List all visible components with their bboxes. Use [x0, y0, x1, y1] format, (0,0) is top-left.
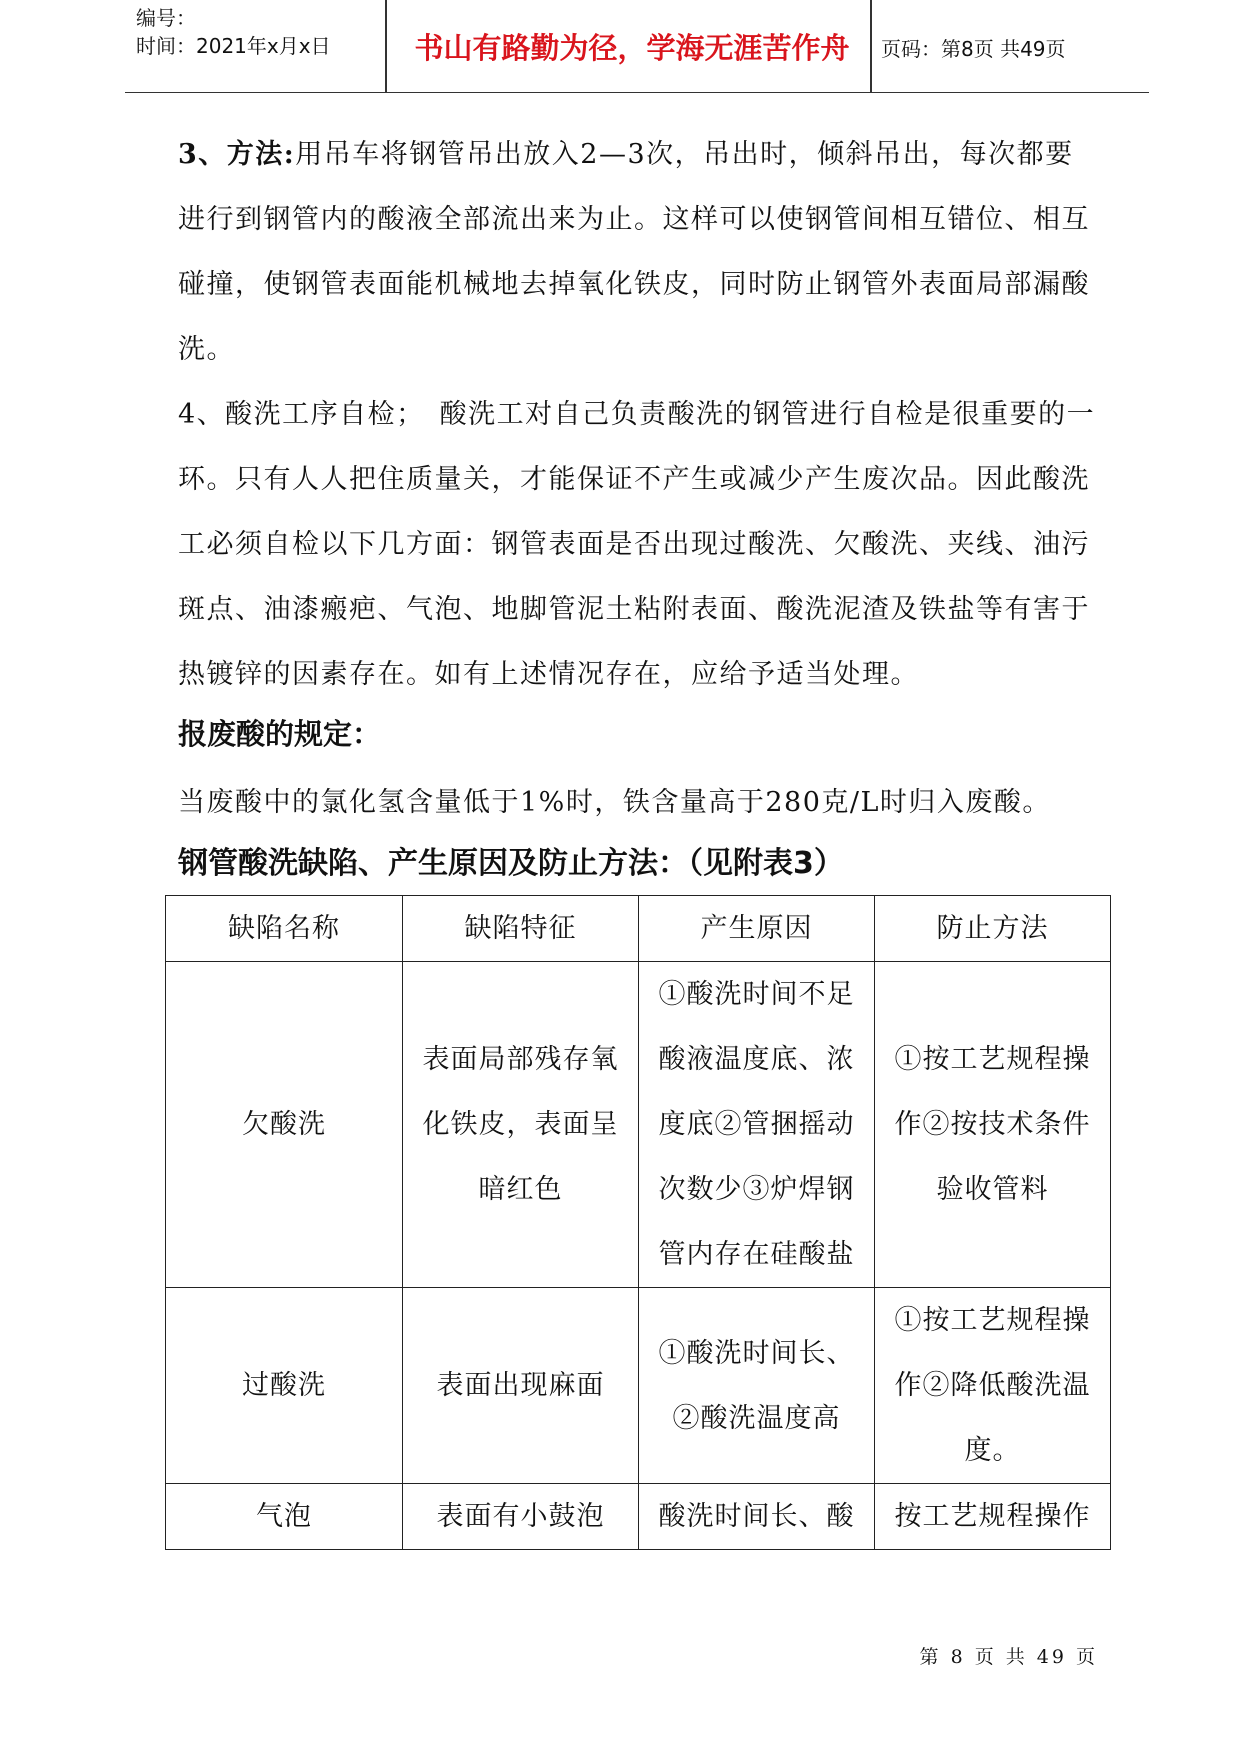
paragraph-line: 环。只有人人把住质量关，才能保证不产生或减少产生废次品。因此酸洗 [178, 464, 1090, 495]
defect-cause-cell: ①酸洗时间不足 酸液温度底、浓 度底②管捆摇动 次数少③炉焊钢 管内存在硅酸盐 [639, 962, 875, 1288]
column-header: 缺陷名称 [166, 896, 403, 962]
table-heading: 钢管酸洗缺陷、产生原因及防止方法：（见附表3） [178, 846, 844, 881]
defects-table [165, 895, 1111, 1550]
waste-acid-paragraph: 当废酸中的氯化氢含量低于1%时，铁含量高于280克/L时归入废酸。 [178, 787, 1051, 818]
paragraph-line: 4、酸洗工序自检； 酸洗工对自己负责酸洗的钢管进行自检是很重要的一 [178, 399, 1096, 430]
table-row [166, 1484, 1111, 1550]
defect-name-cell: 气泡 [166, 1484, 403, 1550]
defect-feature-cell: 表面有小鼓泡 [403, 1484, 639, 1550]
header-page-info: 页码：第8页 共49页 [881, 37, 1066, 61]
paragraph-line: 3、方法:用吊车将钢管吊出放入2—3次，吊出时，倾斜吊出，每次都要 [178, 139, 1074, 170]
defect-feature-cell: 表面出现麻面 [403, 1288, 639, 1484]
column-header: 产生原因 [639, 896, 875, 962]
defect-prevention-cell: 按工艺规程操作 [875, 1484, 1111, 1550]
defect-name-cell: 过酸洗 [166, 1288, 403, 1484]
header-divider [870, 0, 872, 92]
defect-cause-cell: 酸洗时间长、酸 [639, 1484, 875, 1550]
paragraph-line: 斑点、油漆瘢疤、气泡、地脚管泥土粘附表面、酸洗泥渣及铁盐等有害于 [178, 594, 1090, 625]
defect-cause-cell: ①酸洗时间长、 ②酸洗温度高 [639, 1288, 875, 1484]
paragraph-line: 热镀锌的因素存在。如有上述情况存在，应给予适当处理。 [178, 659, 919, 690]
defect-feature-cell: 表面局部残存氧 化铁皮，表面呈 暗红色 [403, 962, 639, 1288]
method-paragraph [178, 122, 1098, 382]
paragraph-line: 碰撞，使钢管表面能机械地去掉氧化铁皮，同时防止钢管外表面局部漏酸 [178, 269, 1090, 300]
paragraph-line: 工必须自检以下几方面：钢管表面是否出现过酸洗、欠酸洗、夹线、油污 [178, 529, 1090, 560]
column-header: 缺陷特征 [403, 896, 639, 962]
header-motto: 书山有路勤为径，学海无涯苦作舟 [414, 31, 850, 65]
method-label: 3、方法: [178, 139, 296, 170]
waste-acid-heading: 报废酸的规定： [178, 717, 382, 751]
table-row [166, 1288, 1111, 1484]
paragraph-line: 洗。 [178, 334, 235, 365]
self-check-paragraph [178, 382, 1098, 707]
defect-prevention-cell: ①按工艺规程操 作②按技术条件 验收管料 [875, 962, 1111, 1288]
table-row [166, 962, 1111, 1288]
table-header-row [166, 896, 1111, 962]
defect-prevention-cell: ①按工艺规程操 作②降低酸洗温 度。 [875, 1288, 1111, 1484]
paragraph-line: 进行到钢管内的酸液全部流出来为止。这样可以使钢管间相互错位、相互 [178, 204, 1090, 235]
document-time: 时间：2021年x月x日 [136, 34, 331, 58]
page-header [125, 0, 1149, 93]
header-meta [136, 4, 331, 60]
defect-name-cell: 欠酸洗 [166, 962, 403, 1288]
page-footer: 第 8 页 共 49 页 [919, 1646, 1098, 1668]
column-header: 防止方法 [875, 896, 1111, 962]
document-number-label: 编号： [136, 6, 196, 30]
